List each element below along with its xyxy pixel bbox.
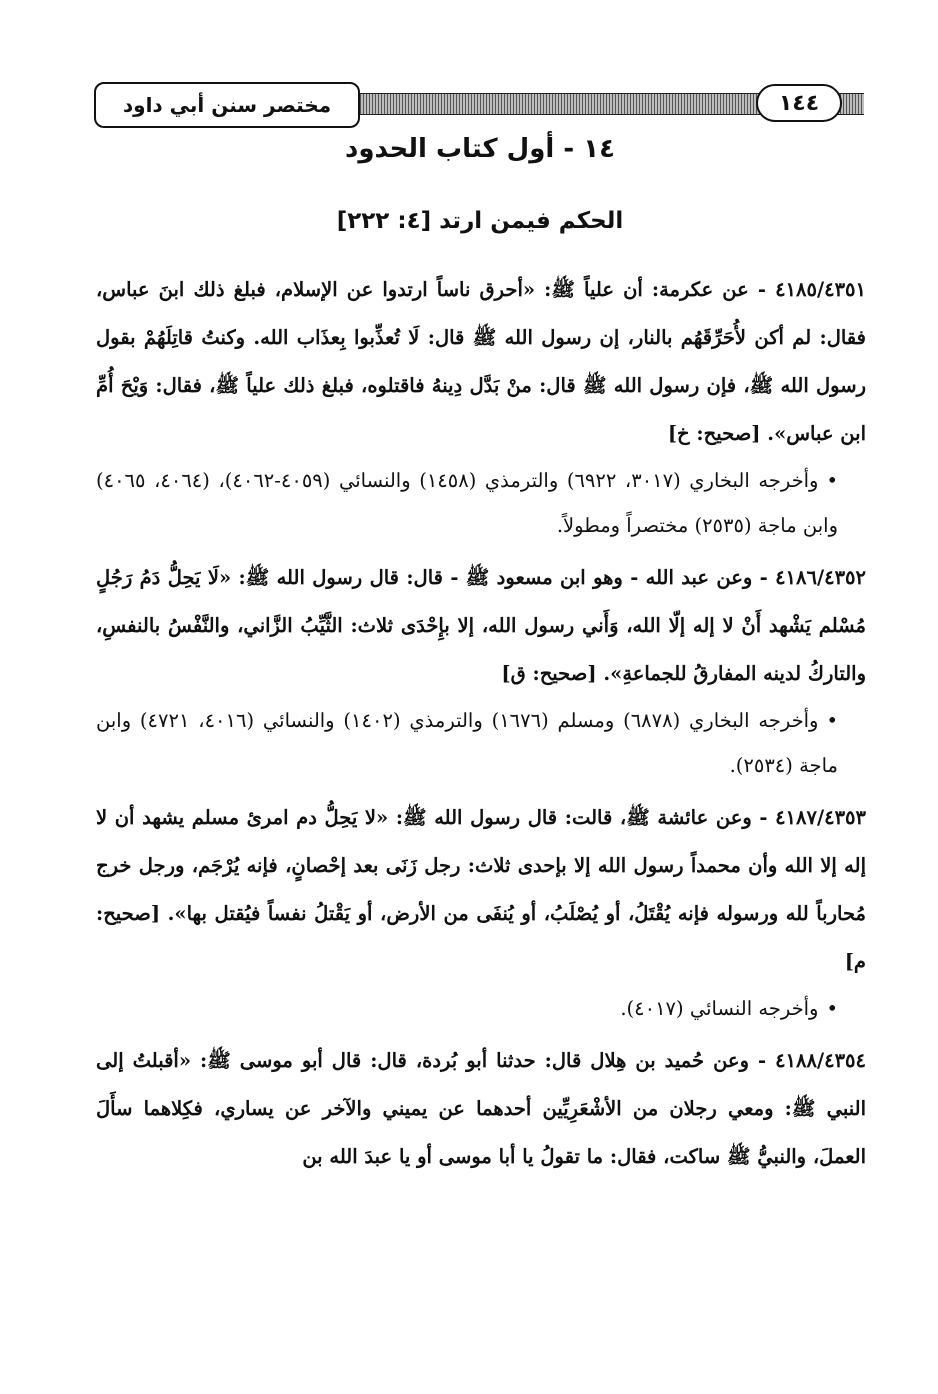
hadith-number: ٤١٨٨/٤٣٥٤ — [775, 1049, 866, 1072]
hadith-grade: [صحيح: م] — [96, 902, 866, 973]
takhrij-text: وأخرجه البخاري (٣٠١٧، ٦٩٢٢) والترمذي (١٤٥٨) والنسائي (٤٠٥٩-٤٠٦٢)، (٤٠٦٤، ٤٠٦٥) وابن ماجة (٢٥٣٥) مختصراً ومطولاً. — [96, 469, 838, 537]
book-title: مختصر سنن أبي داود — [94, 82, 360, 128]
hadith-number: ٤١٨٧/٤٣٥٣ — [775, 806, 866, 829]
hadith-paragraph — [96, 554, 866, 698]
bullet-icon: • — [826, 469, 838, 492]
takhrij-note — [96, 698, 866, 788]
bullet-icon: • — [826, 997, 838, 1020]
hadith-number: ٤١٨٥/٤٣٥١ — [775, 278, 866, 301]
takhrij-note — [96, 986, 866, 1031]
hadith-text: - وعن حُميد بن هِلال قال: حدثنا أبو بُردة، قال: قال أبو موسى ﷺ: «أقبلتُ إلى النبي ﷺ: ومعي رجلان من الأشْعَرِيِّين أحدهما عن يميني والآخر عن يساري، فكِلاهما سأَلَ العملَ، والنبيُّ ﷺ ساكت، فقال: ما تقولُ يا أبا موسى أو يا عبدَ الله بن — [96, 1049, 866, 1168]
hadith-text: - عن عكرمة: أن علياً ﷺ: «أحرق ناساً ارتدوا عن الإسلام، فبلغ ذلك ابنَ عباس، فقال: لم أكن لأُحَرِّقَهُم بالنار، إن رسول الله ﷺ قال: لَا تُعذِّبوا بِعذَاب الله. وكنتُ قاتِلَهُمْ بقول رسول الله ﷺ، فإن رسول الله ﷺ قال: منْ بَدَّل دِينهُ فاقتلوه، فبلغ ذلك علياً ﷺ، فقال: وَيْحَ أُمِّ ابن عباس». — [96, 278, 866, 445]
hadith-number: ٤١٨٦/٤٣٥٢ — [775, 566, 866, 589]
hadith-grade: [صحيح: ق] — [501, 662, 597, 685]
hadith-text: - وعن عائشة ﷺ، قالت: قال رسول الله ﷺ: «لا يَحِلُّ دم امرئ مسلم يشهد أن لا إله إلا الله وأن محمداً رسول الله إلا بإحدى ثلاث: رجل زَنَى بعد إحْصانٍ، فإنه يُرْجَم، ورجل خرج مُحارباً لله ورسوله فإنه يُقْتَلُ، أو يُصْلَبُ، أو يُنفَى من الأرض، أو يَقْتلُ نفساً فيُقتل بها». — [96, 806, 866, 925]
hadith-text: - وعن عبد الله - وهو ابن مسعود ﷺ - قال: قال رسول الله ﷺ: «لَا يَحِلُّ دَمُ رَجُلٍ مُسْلم يَشْهد أَنْ لا إله إلّا الله، وَأَني رسول الله، إلا بإِحْدَى ثلاث: الثَّيِّبُ الزَّاني، والنَّفْسُ بالنفسِ، والتاركُ لدينه المفارقُ للجماعةِ». — [96, 566, 866, 685]
takhrij-text: وأخرجه النسائي (٤٠١٧). — [620, 997, 819, 1020]
takhrij-text: وأخرجه البخاري (٦٨٧٨) ومسلم (١٦٧٦) والترمذي (١٤٠٢) والنسائي (٤٠١٦، ٤٧٢١) وابن ماجة (٢٥٣٤). — [96, 709, 838, 777]
chapter-title: ١٤ - أول كتاب الحدود — [345, 134, 615, 164]
hadith-paragraph — [96, 266, 866, 458]
hadith-paragraph — [96, 1037, 866, 1181]
page-header — [92, 82, 864, 130]
page-body — [96, 266, 866, 1181]
bullet-icon: • — [826, 709, 838, 732]
hadith-paragraph — [96, 794, 866, 986]
hadith-grade: [صحيح: خ] — [667, 422, 761, 445]
section-title: الحكم فيمن ارتد [٤: ٢٢٢] — [336, 208, 624, 234]
page-number: ١٤٤ — [756, 84, 842, 122]
takhrij-note — [96, 458, 866, 548]
